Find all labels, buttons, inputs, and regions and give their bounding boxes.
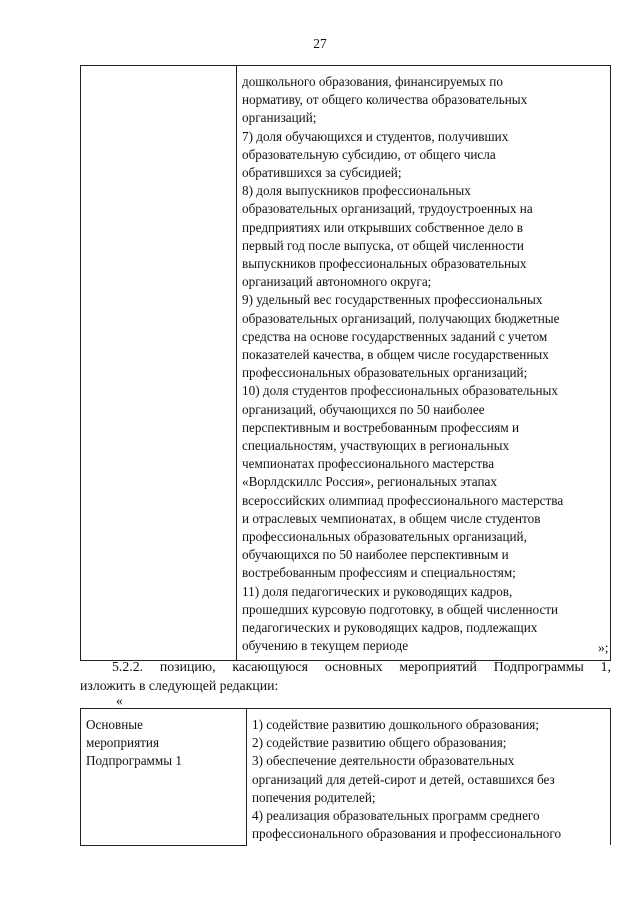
text-line: профессиональных образовательных организаций,	[242, 529, 527, 545]
heading-line: мероприятия	[86, 735, 160, 751]
text-line: чемпионатах профессионального мастерства	[242, 456, 495, 472]
table-cell-heading	[81, 709, 247, 846]
text-line: организаций;	[242, 110, 317, 126]
table-cell-activities	[247, 709, 611, 846]
text-line: и отраслевых чемпионатах, в общем числе студентов	[242, 510, 541, 526]
text-line: организаций для детей-сирот и детей, оставшихся без	[252, 771, 555, 787]
text-line: дошкольного образования, финансируемых по	[242, 74, 503, 89]
text-line: выпускников профессиональных образовательных	[242, 256, 527, 272]
text-line: всероссийских олимпиад профессионального мастерства	[242, 492, 564, 508]
text-line: 8) доля выпускников профессиональных	[242, 183, 471, 199]
paragraph-line: 5.2.2. позицию, касающуюся основных мероприятий Подпрограммы 1,	[112, 659, 611, 674]
table-row	[81, 709, 611, 846]
paragraph-line: изложить в следующей редакции:	[80, 678, 279, 693]
text-line: педагогических и руководящих кадров, подлежащих	[242, 620, 538, 636]
text-line: 4) реализация образовательных программ среднего	[252, 808, 540, 824]
text-line: 2) содействие развитию общего образования;	[252, 735, 507, 751]
text-line: прошедших курсовую подготовку, в общей численности	[242, 601, 559, 617]
text-line: 3) обеспечение деятельности образовательных	[252, 753, 515, 769]
table-row	[81, 66, 611, 661]
indicators-table	[80, 65, 611, 661]
text-line: перспективным и востребованным профессиям и	[242, 419, 520, 435]
text-line: обучению в текущем периоде	[242, 638, 409, 654]
closing-quote: »;	[598, 640, 609, 655]
text-line: профессионального образования и профессионального	[252, 826, 562, 842]
text-line: профессиональных образовательных организаций;	[242, 365, 528, 381]
main-activities-table	[80, 708, 611, 846]
text-line: обучающихся по 50 наиболее перспективным и	[242, 547, 509, 563]
opening-quote: «	[116, 693, 123, 708]
text-line: обратившихся за субсидией;	[242, 165, 402, 181]
text-line: средства на основе государственных заданий с учетом	[242, 328, 548, 344]
table-cell-indicators	[237, 66, 611, 661]
heading-line: Подпрограммы 1	[86, 753, 182, 769]
text-line: образовательных организаций, трудоустроенных на	[242, 201, 533, 217]
text-line: образовательную субсидию, от общего числа	[242, 146, 496, 162]
text-line: 1) содействие развитию дошкольного образования;	[252, 717, 539, 732]
text-line: показателей качества, в общем числе государственных	[242, 347, 549, 363]
text-line: 9) удельный вес государственных профессиональных	[242, 292, 543, 308]
text-line: 7) доля обучающихся и студентов, получивших	[242, 128, 509, 144]
text-line: предприятиях или открывших собственное дело в	[242, 219, 524, 235]
text-line: первый год после выпуска, от общей численности	[242, 237, 524, 253]
text-line: организаций автономного округа;	[242, 274, 432, 290]
text-line: специальностям, участвующих в региональных	[242, 438, 510, 454]
text-line: организаций, обучающихся по 50 наиболее	[242, 401, 485, 417]
text-line: образовательных организаций, получающих бюджетные	[242, 310, 560, 326]
text-line: 11) доля педагогических и руководящих кадров,	[242, 583, 513, 599]
amendment-paragraph	[80, 657, 611, 695]
text-line: «Ворлдскиллс Россия», региональных этапах	[242, 474, 497, 490]
table-cell-empty	[81, 66, 237, 661]
text-line: попечения родителей;	[252, 789, 376, 805]
text-line: нормативу, от общего количества образовательных	[242, 92, 528, 108]
heading-line: Основные	[86, 717, 144, 732]
page-number: 27	[313, 36, 327, 51]
text-line: востребованным профессиям и специальностям;	[242, 565, 516, 581]
text-line: 10) доля студентов профессиональных образовательных	[242, 383, 559, 399]
